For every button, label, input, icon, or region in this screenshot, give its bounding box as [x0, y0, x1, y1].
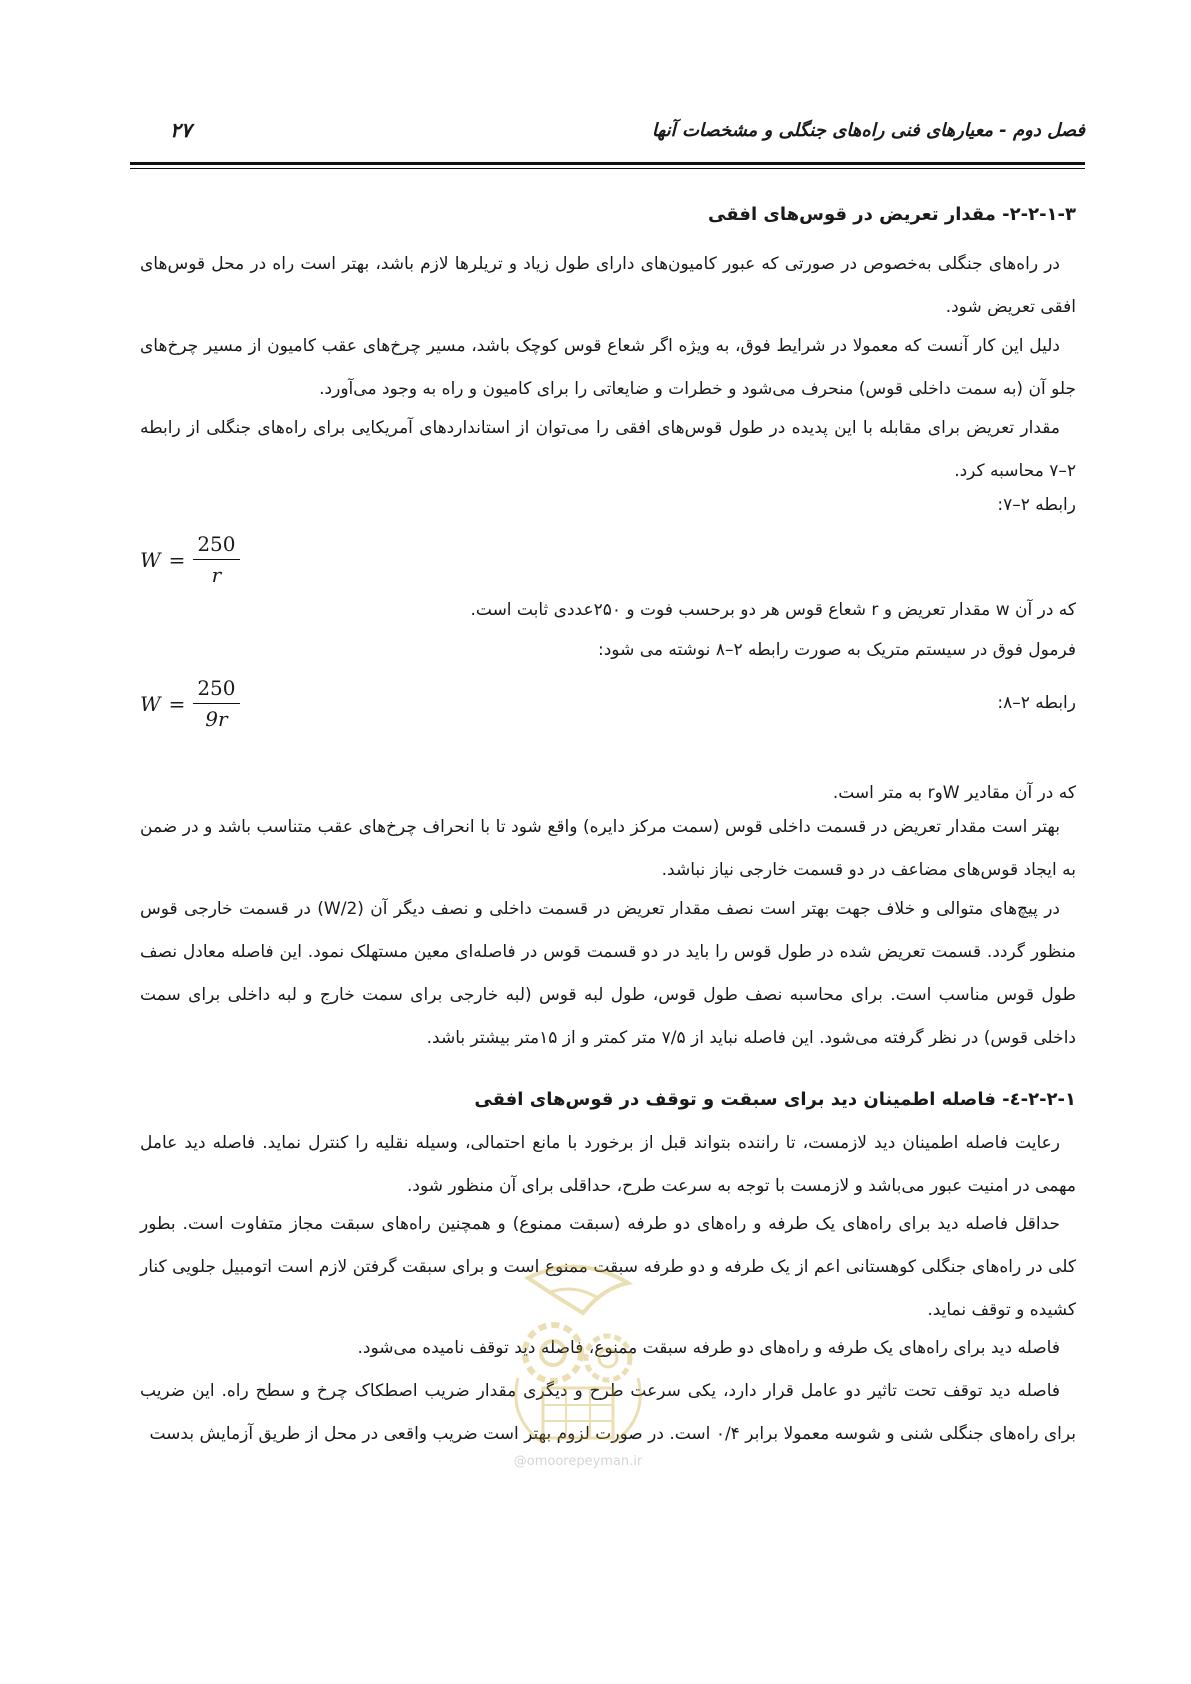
formula-numerator: 250 — [197, 532, 236, 556]
section-heading-1: ۲-۲-۱-۳- مقدار تعریض در قوس‌های افقی — [708, 204, 1076, 225]
formula-lhs: W — [140, 547, 161, 572]
paragraph: دلیل این کار آنست که معمولا در شرایط فوق، به ویژه اگر شعاع قوس کوچک باشد، مسیر چرخ‌های عقب کامیون از مسیر چرخ‌های جلو آن (به سمت داخلی قوس) منحرف می‌شود و خطرات و ضایعاتی را برای کامیون و راه به وجود می‌آورد. — [140, 336, 1076, 399]
formula-relation-7 — [140, 532, 240, 587]
fraction-bar — [193, 559, 239, 560]
paragraph: که در آن مقادیر Wوr به متر است. — [832, 783, 1076, 803]
fraction-bar — [193, 703, 239, 704]
paragraph: رعایت فاصله اطمینان دید لازمست، تا راننده بتواند قبل از برخورد با مانع احتمالی، وسیله نقلیه را کنترل نماید. فاصله دید عامل مهمی در امنیت عبور می‌باشد و لازمست با توجه به سرعت طرح، حداقلی برای آن منظور شود. — [140, 1133, 1076, 1196]
paragraph: فاصله دید توقف تحت تاثیر دو عامل قرار دارد، یکی سرعت طرح و دیگری مقدار ضریب اصطکاک چرخ و سطح راه. این ضریب برای راه‌های جنگلی شنی و شوسه معمولا برابر ۰/۴ است. در صورت لزوم بهتر است ضریب واقعی در محل از طریق آزمایش بدست — [140, 1381, 1076, 1444]
paragraph: حداقل فاصله دید برای راه‌های یک طرفه و راه‌های دو طرفه (سبقت ممنوع) و همچنین راه‌های سبقت مجاز متفاوت است. بطور کلی در راه‌های جنگلی کوهستانی اعم از یک طرفه و دو طرفه سبقت ممنوع است و برای سبقت گرفتن لازم است اتومبیل جلویی کنار کشیده و توقف نماید. — [140, 1214, 1076, 1320]
formula-equals: = — [168, 691, 186, 716]
paragraph: در راه‌های جنگلی به‌خصوص در صورتی که عبور کامیون‌های دارای طول زیاد و تریلرها لازم باشد، بهتر است راه در محل قوس‌های افقی تعریض شود. — [140, 254, 1076, 317]
formula-equals: = — [168, 547, 186, 572]
page-number: ۲۷ — [170, 118, 192, 142]
relation-label-7: رابطه ۲–۷: — [997, 495, 1076, 515]
section-heading-2: ۲-۲-۱-٤- فاصله اطمینان دید برای سبقت و توقف در قوس‌های افقی — [474, 1089, 1076, 1110]
formula-fraction — [193, 676, 239, 731]
formula-denominator: 9r — [205, 707, 228, 731]
paragraph: که در آن w مقدار تعریض و r شعاع قوس هر دو برحسب فوت و ۲۵۰عددی ثابت است. — [470, 600, 1076, 620]
header-rule-thin — [130, 168, 1085, 169]
watermark-text: @omoorepeyman.ir — [513, 1454, 643, 1469]
formula-relation-8 — [140, 676, 240, 731]
formula-fraction — [193, 532, 239, 587]
chapter-title: فصل دوم - معیارهای فنی راه‌های جنگلی و مشخصات آنها — [651, 120, 1085, 141]
watermark-logo — [488, 1258, 668, 1478]
paragraph: بهتر است مقدار تعریض در قسمت داخلی قوس (سمت مرکز دایره) واقع شود تا با انحراف چرخ‌های عقب متناسب باشد و در ضمن به ایجاد قوس‌های مضاعف در دو قسمت خارجی نیاز نباشد. — [140, 817, 1076, 880]
header-rule-thick — [130, 162, 1085, 165]
relation-label-8: رابطه ۲–۸: — [997, 693, 1076, 713]
paragraph: مقدار تعریض برای مقابله با این پدیده در طول قوس‌های افقی را می‌توان از استانداردهای آمریکایی برای راه‌های جنگلی از رابطه ۲–۷ محاسبه کرد. — [140, 418, 1076, 481]
paragraph: فاصله دید برای راه‌های یک طرفه و راه‌های دو طرفه سبقت ممنوع، فاصله دید توقف نامیده می‌شود. — [357, 1338, 1060, 1358]
paragraph: فرمول فوق در سیستم متریک به صورت رابطه ۲–۸ نوشته می شود: — [597, 640, 1076, 660]
watermark-emblem-icon — [488, 1258, 668, 1454]
formula-denominator: r — [211, 563, 222, 587]
formula-numerator: 250 — [197, 676, 236, 700]
paragraph: در پیچ‌های متوالی و خلاف جهت بهتر است نصف مقدار تعریض در قسمت داخلی و نصف دیگر آن (W/2) در قسمت خارجی قوس منظور گردد. قسمت تعریض شده در طول قوس را باید در دو قسمت قوس در فاصله‌ای معین مستهلک نمود. این فاصله معادل نصف طول قوس مناسب است. برای محاسبه نصف طول قوس، طول لبه قوس (لبه خارجی برای سمت خارج و لبه داخلی برای سمت داخلی قوس) در نظر گرفته می‌شود. این فاصله نباید از ۷/۵ متر کمتر و از ۱۵متر بیشتر باشد. — [140, 899, 1076, 1048]
formula-lhs: W — [140, 691, 161, 716]
page-header — [130, 118, 1085, 148]
